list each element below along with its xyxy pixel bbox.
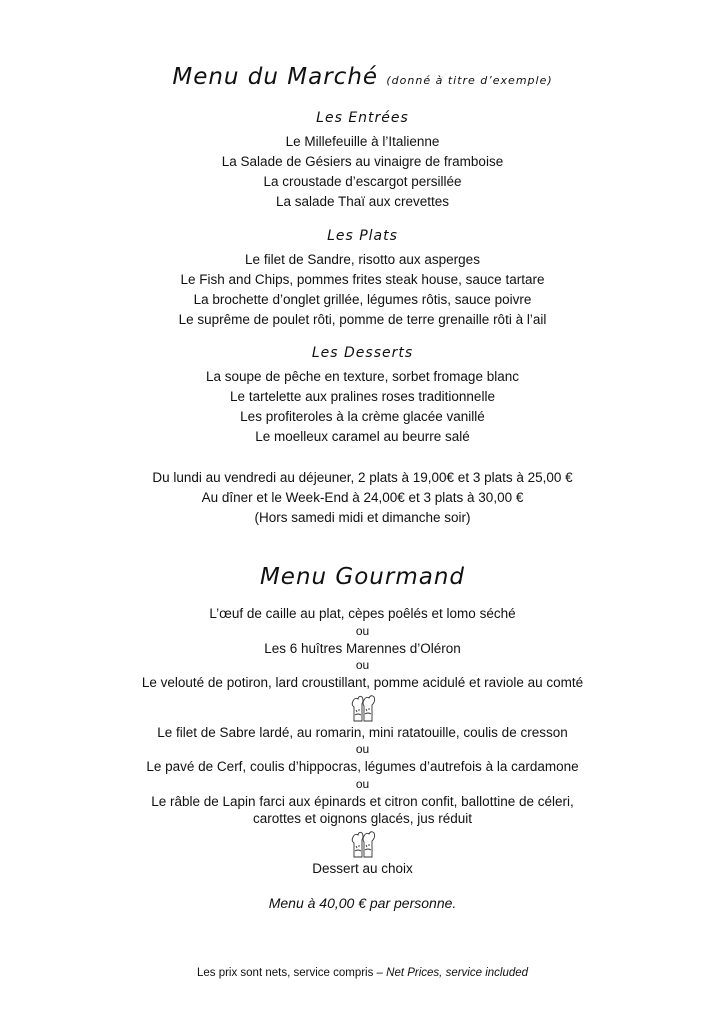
gourmand-dessert: Dessert au choix [312, 860, 413, 876]
plat-item: Le filet de Sandre, risotto aux asperges [245, 252, 480, 267]
or-separator: ou [355, 776, 370, 791]
pricing-line: (Hors samedi midi et dimanche soir) [254, 510, 471, 525]
dessert-item: Le moelleux caramel au beurre salé [255, 429, 470, 444]
dessert-item: Le tartelette aux pralines roses traditionnelle [230, 389, 495, 404]
gourmand-main-continuation: carottes et oignons glacés, jus réduit [252, 811, 473, 826]
plat-item: Le suprême de poulet rôti, pomme de terre grenaille rôti à l’ail [178, 312, 547, 327]
plat-item: La brochette d’onglet grillée, légumes rôtis, sauce poivre [193, 292, 532, 307]
menu-marche-title [0, 62, 725, 96]
gourmand-main: Le râble de Lapin farci aux épinards et citron confit, ballottine de céleri, [151, 793, 574, 809]
plat-item: Le Fish and Chips, pommes frites steak house, sauce tartare [180, 272, 545, 287]
or-separator: ou [355, 658, 370, 672]
menu-marche-title-text: Menu du Marché [172, 64, 379, 90]
entree-item: La salade Thaï aux crevettes [275, 194, 450, 209]
entree-item: Le Millefeuille à l’Italienne [285, 134, 440, 149]
entrees-heading: Les Entrées [316, 110, 409, 126]
gourmand-main: Le filet de Sabre lardé, au romarin, mini ratatouille, coulis de cresson [157, 724, 568, 740]
gourmand-section [0, 605, 725, 877]
pricing-line: Au dîner et le Week-End à 24,00€ et 3 plats à 30,00 € [201, 490, 524, 505]
plats-heading: Les Plats [327, 228, 398, 244]
or-separator: ou [355, 742, 370, 756]
desserts-section [0, 343, 725, 447]
chef-hats-icon [0, 828, 725, 860]
gourmand-price: Menu à 40,00 € par personne. [268, 895, 457, 911]
menu-marche-subtitle: (donné à titre d’exemple) [386, 74, 553, 87]
footer-fr: Les prix sont nets, service compris – [196, 967, 387, 979]
gourmand-starter: Le velouté de potiron, lard croustillant, pomme acidulé et raviole au comté [141, 675, 584, 690]
chef-hats-icon-svg [350, 693, 376, 723]
or-separator: ou [355, 623, 370, 638]
entree-item: La Salade de Gésiers au vinaigre de framboise [221, 154, 504, 169]
gourmand-starter: Les 6 huîtres Marennes d’Oléron [264, 640, 461, 656]
pricing-section [0, 468, 725, 528]
gourmand-starter: L’œuf de caille au plat, cèpes poêlés et lomo séché [209, 606, 516, 621]
entree-item: La croustade d’escargot persillée [263, 174, 462, 189]
entrees-section [0, 108, 725, 212]
menu-gourmand-title: Menu Gourmand [259, 564, 466, 590]
dessert-item: Les profiteroles à la crème glacée vanillé [240, 409, 485, 424]
chef-hats-icon [0, 692, 725, 724]
plats-section [0, 226, 725, 330]
desserts-heading: Les Desserts [311, 345, 414, 361]
footer-note [0, 965, 725, 981]
pricing-line: Du lundi au vendredi au déjeuner, 2 plats à 19,00€ et 3 plats à 25,00 € [152, 470, 573, 485]
chef-hats-icon-svg [350, 829, 376, 859]
footer-en: Net Prices, service included [386, 967, 529, 979]
dessert-item: La soupe de pêche en texture, sorbet fromage blanc [206, 369, 519, 384]
gourmand-main: Le pavé de Cerf, coulis d’hippocras, légumes d’autrefois à la cardamone [146, 759, 579, 774]
